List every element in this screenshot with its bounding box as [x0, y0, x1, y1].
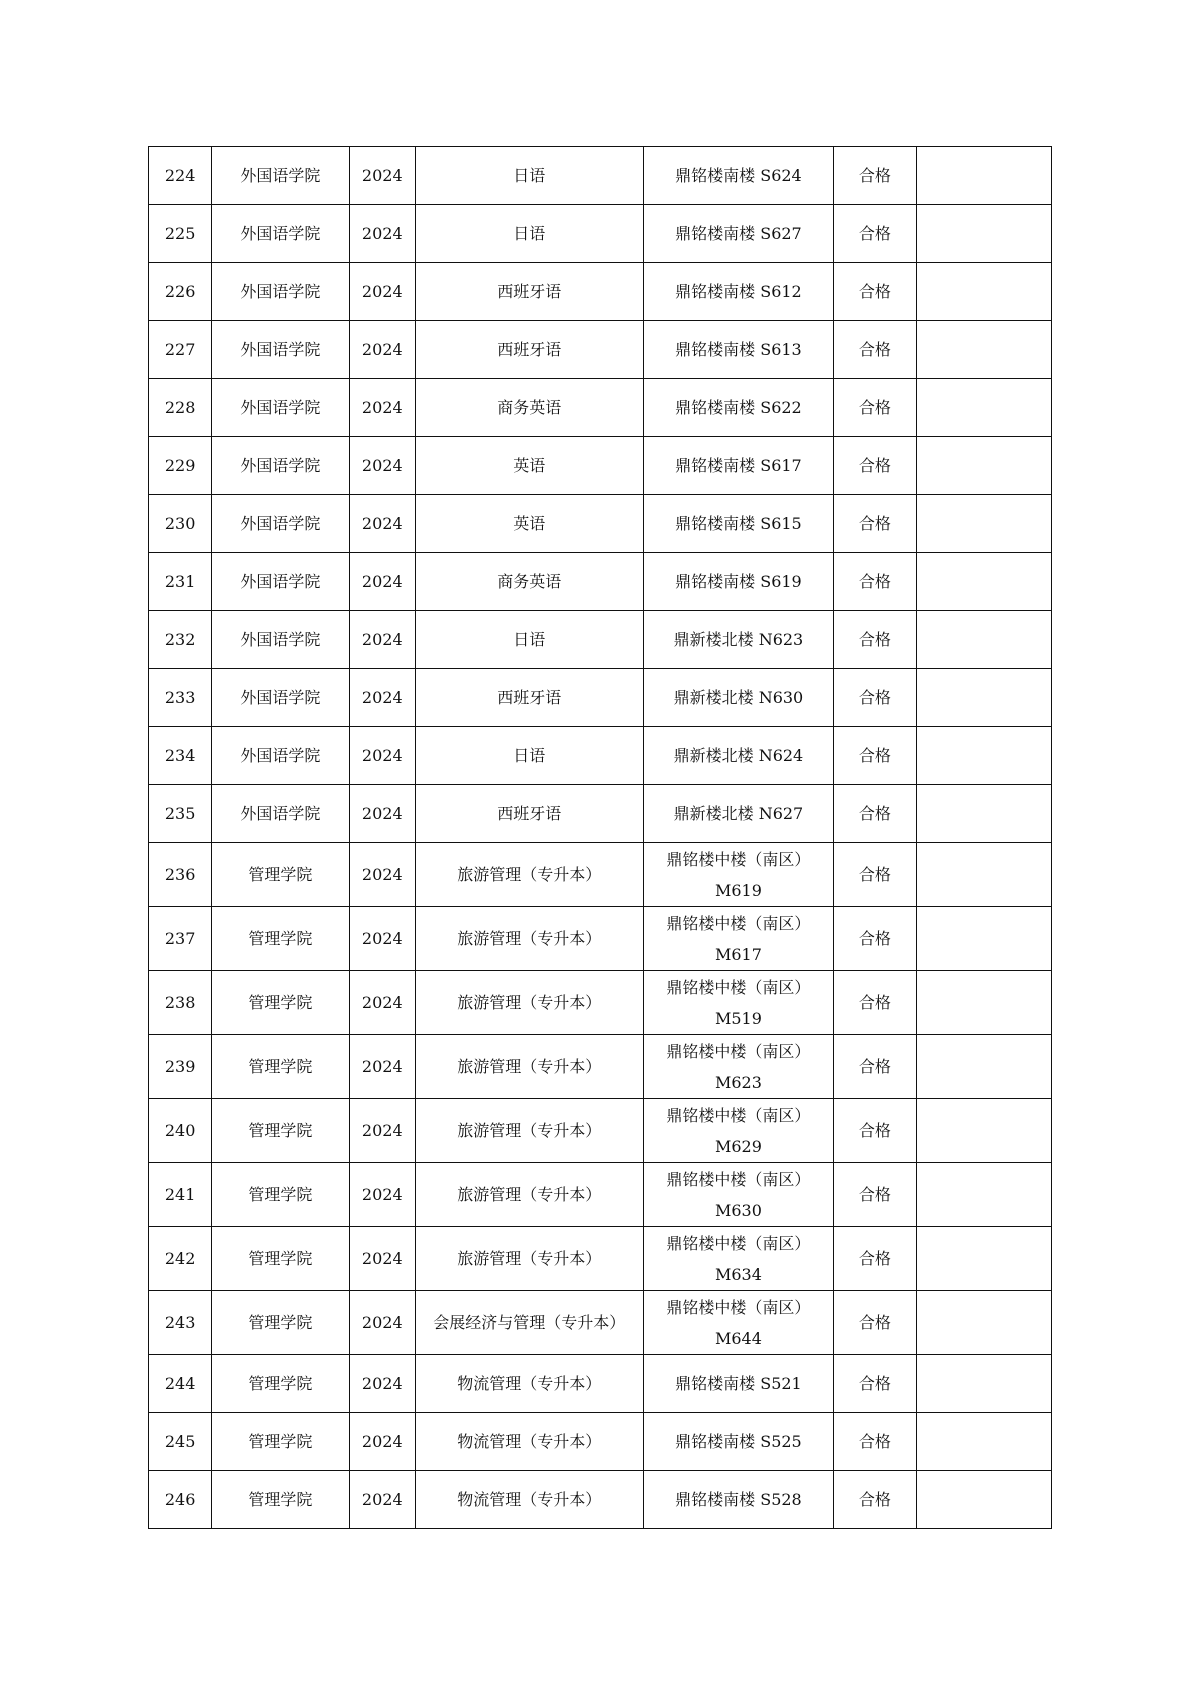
result-cell: 合格: [834, 1413, 916, 1471]
year-cell: 2024: [349, 1291, 415, 1355]
table-row: [149, 1163, 1052, 1227]
year-cell: 2024: [349, 379, 415, 437]
year-cell: 2024: [349, 321, 415, 379]
college-cell: 外国语学院: [212, 785, 349, 843]
table-row: [149, 785, 1052, 843]
table-row: [149, 971, 1052, 1035]
major-cell: 西班牙语: [415, 263, 643, 321]
year-cell: 2024: [349, 437, 415, 495]
major-cell: 旅游管理（专升本）: [415, 1035, 643, 1099]
row-number-cell: 226: [149, 263, 212, 321]
row-number-cell: 246: [149, 1471, 212, 1529]
college-cell: 管理学院: [212, 1413, 349, 1471]
major-cell: 旅游管理（专升本）: [415, 843, 643, 907]
college-cell: 管理学院: [212, 1035, 349, 1099]
row-number-cell: 240: [149, 1099, 212, 1163]
table-row: [149, 727, 1052, 785]
year-cell: 2024: [349, 1355, 415, 1413]
result-cell: 合格: [834, 1099, 916, 1163]
note-cell: [916, 1355, 1051, 1413]
result-cell: 合格: [834, 1227, 916, 1291]
result-cell: 合格: [834, 205, 916, 263]
college-cell: 外国语学院: [212, 321, 349, 379]
classroom-cell: 鼎铭楼南楼 S615: [643, 495, 834, 553]
table-row: [149, 379, 1052, 437]
year-cell: 2024: [349, 727, 415, 785]
year-cell: 2024: [349, 669, 415, 727]
year-cell: 2024: [349, 907, 415, 971]
year-cell: 2024: [349, 843, 415, 907]
classroom-cell: 鼎铭楼南楼 S622: [643, 379, 834, 437]
note-cell: [916, 1099, 1051, 1163]
college-cell: 管理学院: [212, 1291, 349, 1355]
table-row: [149, 147, 1052, 205]
table-row: [149, 843, 1052, 907]
table-row: [149, 495, 1052, 553]
row-number-cell: 237: [149, 907, 212, 971]
college-cell: 外国语学院: [212, 669, 349, 727]
row-number-cell: 233: [149, 669, 212, 727]
result-cell: 合格: [834, 379, 916, 437]
year-cell: 2024: [349, 495, 415, 553]
table-row: [149, 205, 1052, 263]
college-cell: 外国语学院: [212, 727, 349, 785]
classroom-cell: 鼎铭楼南楼 S521: [643, 1355, 834, 1413]
result-cell: 合格: [834, 971, 916, 1035]
major-cell: 旅游管理（专升本）: [415, 907, 643, 971]
inspection-results-table: [148, 146, 1052, 1529]
row-number-cell: 241: [149, 1163, 212, 1227]
classroom-cell: 鼎铭楼南楼 S627: [643, 205, 834, 263]
college-cell: 管理学院: [212, 971, 349, 1035]
row-number-cell: 225: [149, 205, 212, 263]
major-cell: 英语: [415, 495, 643, 553]
result-cell: 合格: [834, 785, 916, 843]
college-cell: 外国语学院: [212, 553, 349, 611]
year-cell: 2024: [349, 263, 415, 321]
row-number-cell: 236: [149, 843, 212, 907]
year-cell: 2024: [349, 611, 415, 669]
row-number-cell: 227: [149, 321, 212, 379]
major-cell: 物流管理（专升本）: [415, 1355, 643, 1413]
major-cell: 商务英语: [415, 553, 643, 611]
note-cell: [916, 843, 1051, 907]
college-cell: 外国语学院: [212, 263, 349, 321]
table-row: [149, 1355, 1052, 1413]
college-cell: 管理学院: [212, 1471, 349, 1529]
row-number-cell: 245: [149, 1413, 212, 1471]
year-cell: 2024: [349, 205, 415, 263]
row-number-cell: 243: [149, 1291, 212, 1355]
result-cell: 合格: [834, 321, 916, 379]
row-number-cell: 234: [149, 727, 212, 785]
year-cell: 2024: [349, 1413, 415, 1471]
row-number-cell: 229: [149, 437, 212, 495]
note-cell: [916, 1291, 1051, 1355]
table-row: [149, 907, 1052, 971]
note-cell: [916, 1413, 1051, 1471]
classroom-cell: 鼎铭楼南楼 S528: [643, 1471, 834, 1529]
row-number-cell: 238: [149, 971, 212, 1035]
table-row: [149, 1413, 1052, 1471]
classroom-cell: 鼎铭楼中楼（南区） M519: [643, 971, 834, 1035]
major-cell: 旅游管理（专升本）: [415, 1227, 643, 1291]
classroom-cell: 鼎铭楼南楼 S613: [643, 321, 834, 379]
major-cell: 商务英语: [415, 379, 643, 437]
row-number-cell: 244: [149, 1355, 212, 1413]
college-cell: 管理学院: [212, 907, 349, 971]
row-number-cell: 235: [149, 785, 212, 843]
note-cell: [916, 611, 1051, 669]
year-cell: 2024: [349, 553, 415, 611]
major-cell: 英语: [415, 437, 643, 495]
table-row: [149, 263, 1052, 321]
college-cell: 外国语学院: [212, 205, 349, 263]
classroom-cell: 鼎新楼北楼 N624: [643, 727, 834, 785]
classroom-cell: 鼎铭楼中楼（南区） M623: [643, 1035, 834, 1099]
major-cell: 会展经济与管理（专升本）: [415, 1291, 643, 1355]
year-cell: 2024: [349, 1099, 415, 1163]
note-cell: [916, 437, 1051, 495]
major-cell: 日语: [415, 611, 643, 669]
note-cell: [916, 785, 1051, 843]
major-cell: 旅游管理（专升本）: [415, 971, 643, 1035]
result-cell: 合格: [834, 263, 916, 321]
major-cell: 日语: [415, 147, 643, 205]
note-cell: [916, 495, 1051, 553]
classroom-cell: 鼎铭楼中楼（南区） M629: [643, 1099, 834, 1163]
note-cell: [916, 147, 1051, 205]
table-row: [149, 437, 1052, 495]
college-cell: 管理学院: [212, 1355, 349, 1413]
result-cell: 合格: [834, 553, 916, 611]
note-cell: [916, 971, 1051, 1035]
major-cell: 西班牙语: [415, 785, 643, 843]
row-number-cell: 228: [149, 379, 212, 437]
result-cell: 合格: [834, 727, 916, 785]
college-cell: 外国语学院: [212, 495, 349, 553]
year-cell: 2024: [349, 1227, 415, 1291]
result-cell: 合格: [834, 1355, 916, 1413]
year-cell: 2024: [349, 1163, 415, 1227]
result-cell: 合格: [834, 611, 916, 669]
table-row: [149, 553, 1052, 611]
classroom-cell: 鼎铭楼中楼（南区） M630: [643, 1163, 834, 1227]
major-cell: 西班牙语: [415, 321, 643, 379]
year-cell: 2024: [349, 147, 415, 205]
year-cell: 2024: [349, 971, 415, 1035]
classroom-cell: 鼎铭楼中楼（南区） M634: [643, 1227, 834, 1291]
classroom-cell: 鼎铭楼南楼 S617: [643, 437, 834, 495]
college-cell: 管理学院: [212, 1099, 349, 1163]
result-cell: 合格: [834, 669, 916, 727]
college-cell: 管理学院: [212, 1227, 349, 1291]
table-row: [149, 1227, 1052, 1291]
table-row: [149, 1035, 1052, 1099]
result-cell: 合格: [834, 1291, 916, 1355]
result-cell: 合格: [834, 437, 916, 495]
major-cell: 日语: [415, 205, 643, 263]
row-number-cell: 230: [149, 495, 212, 553]
table-row: [149, 1471, 1052, 1529]
table-row: [149, 611, 1052, 669]
major-cell: 西班牙语: [415, 669, 643, 727]
row-number-cell: 231: [149, 553, 212, 611]
note-cell: [916, 1471, 1051, 1529]
table-row: [149, 1291, 1052, 1355]
note-cell: [916, 205, 1051, 263]
year-cell: 2024: [349, 1035, 415, 1099]
note-cell: [916, 1163, 1051, 1227]
classroom-cell: 鼎铭楼中楼（南区） M619: [643, 843, 834, 907]
classroom-cell: 鼎新楼北楼 N623: [643, 611, 834, 669]
college-cell: 管理学院: [212, 1163, 349, 1227]
college-cell: 外国语学院: [212, 147, 349, 205]
classroom-cell: 鼎铭楼南楼 S612: [643, 263, 834, 321]
result-cell: 合格: [834, 1163, 916, 1227]
result-cell: 合格: [834, 147, 916, 205]
year-cell: 2024: [349, 785, 415, 843]
note-cell: [916, 553, 1051, 611]
row-number-cell: 224: [149, 147, 212, 205]
major-cell: 旅游管理（专升本）: [415, 1099, 643, 1163]
result-cell: 合格: [834, 843, 916, 907]
table-row: [149, 669, 1052, 727]
note-cell: [916, 321, 1051, 379]
classroom-cell: 鼎新楼北楼 N627: [643, 785, 834, 843]
note-cell: [916, 1035, 1051, 1099]
classroom-cell: 鼎铭楼南楼 S619: [643, 553, 834, 611]
college-cell: 外国语学院: [212, 437, 349, 495]
classroom-cell: 鼎新楼北楼 N630: [643, 669, 834, 727]
classroom-cell: 鼎铭楼中楼（南区） M644: [643, 1291, 834, 1355]
major-cell: 物流管理（专升本）: [415, 1471, 643, 1529]
note-cell: [916, 907, 1051, 971]
table-row: [149, 321, 1052, 379]
classroom-cell: 鼎铭楼南楼 S624: [643, 147, 834, 205]
result-cell: 合格: [834, 907, 916, 971]
table-body: [149, 147, 1052, 1529]
college-cell: 外国语学院: [212, 611, 349, 669]
note-cell: [916, 379, 1051, 437]
result-cell: 合格: [834, 1471, 916, 1529]
row-number-cell: 239: [149, 1035, 212, 1099]
note-cell: [916, 669, 1051, 727]
result-cell: 合格: [834, 495, 916, 553]
note-cell: [916, 727, 1051, 785]
major-cell: 旅游管理（专升本）: [415, 1163, 643, 1227]
table-row: [149, 1099, 1052, 1163]
result-cell: 合格: [834, 1035, 916, 1099]
classroom-cell: 鼎铭楼中楼（南区） M617: [643, 907, 834, 971]
major-cell: 物流管理（专升本）: [415, 1413, 643, 1471]
row-number-cell: 242: [149, 1227, 212, 1291]
year-cell: 2024: [349, 1471, 415, 1529]
note-cell: [916, 1227, 1051, 1291]
major-cell: 日语: [415, 727, 643, 785]
college-cell: 管理学院: [212, 843, 349, 907]
note-cell: [916, 263, 1051, 321]
classroom-cell: 鼎铭楼南楼 S525: [643, 1413, 834, 1471]
college-cell: 外国语学院: [212, 379, 349, 437]
row-number-cell: 232: [149, 611, 212, 669]
